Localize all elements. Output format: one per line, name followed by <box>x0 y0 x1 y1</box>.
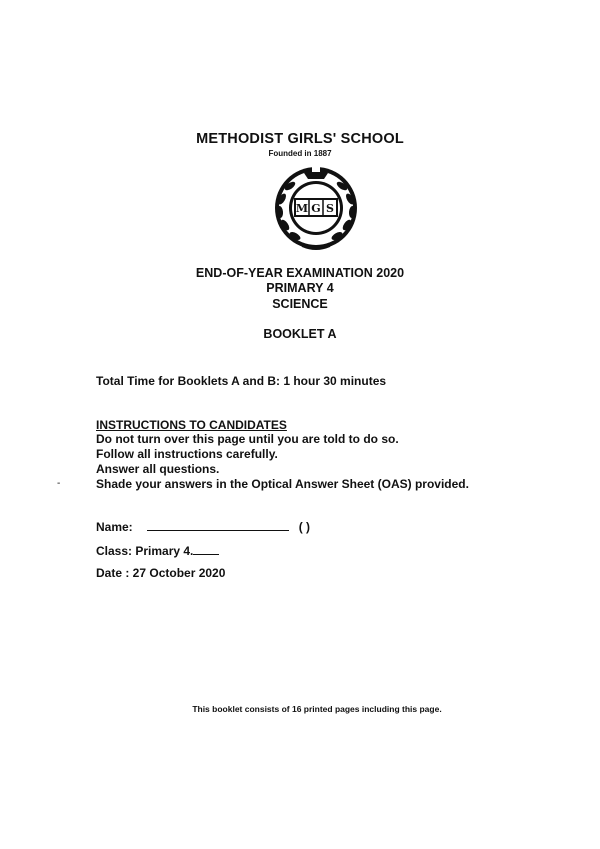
school-crest-logo <box>268 159 364 253</box>
instruction-item: Follow all instructions carefully. <box>96 447 278 461</box>
total-time-text: Total Time for Booklets A and B: 1 hour 30 minutes <box>96 374 387 388</box>
date-field: Date : 27 October 2020 <box>96 566 226 580</box>
register-number-blank[interactable]: ( ) <box>298 520 311 534</box>
instructions-heading: INSTRUCTIONS TO CANDIDATES <box>96 418 287 432</box>
exam-subject: SCIENCE <box>272 297 328 311</box>
svg-text:S: S <box>326 202 334 215</box>
name-blank-line[interactable] <box>147 519 289 531</box>
name-field-row <box>96 519 310 534</box>
instructions-list <box>96 432 469 492</box>
school-name: METHODIST GIRLS' SCHOOL <box>196 131 404 147</box>
page-count-note: This booklet consists of 16 printed pages including this page. <box>192 704 442 714</box>
exam-title: END-OF-YEAR EXAMINATION 2020 <box>195 266 405 280</box>
founded-year: Founded in 1887 <box>268 149 332 158</box>
svg-text:M: M <box>295 202 309 215</box>
booklet-label: BOOKLET A <box>263 327 337 341</box>
class-field-row <box>96 543 219 558</box>
class-blank-line[interactable] <box>193 543 219 555</box>
instruction-item: Do not turn over this page until you are told to do so. <box>96 432 399 446</box>
instruction-item: Answer all questions. <box>96 462 220 476</box>
class-label: Class: Primary 4. <box>96 544 194 558</box>
svg-text:G: G <box>311 202 321 215</box>
stray-mark: - <box>57 478 61 489</box>
name-label: Name: <box>96 520 133 534</box>
instruction-item: Shade your answers in the Optical Answer Sheet (OAS) provided. <box>96 477 469 491</box>
exam-level: PRIMARY 4 <box>266 281 334 295</box>
